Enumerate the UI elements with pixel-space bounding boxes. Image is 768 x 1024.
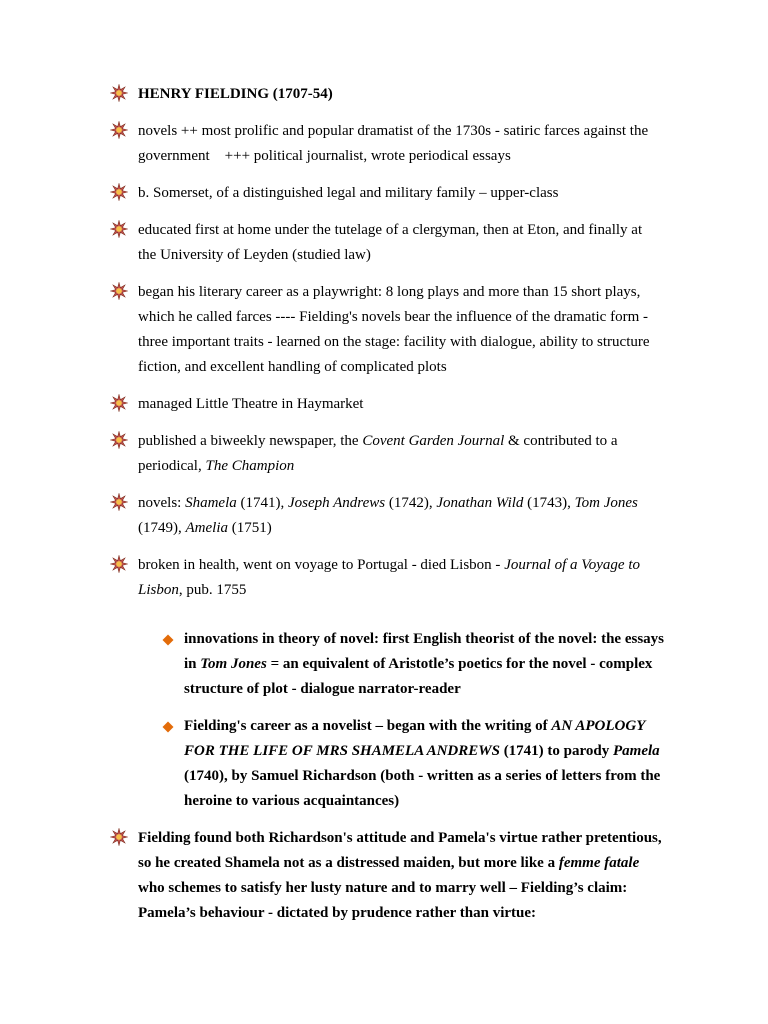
list-item [0, 627, 674, 702]
italic-text: femme fatale [558, 855, 640, 871]
item-text: published a biweekly newspaper, the [138, 433, 363, 449]
list-item [0, 218, 664, 268]
item-text: novels: [138, 495, 186, 511]
item-text: novels ++ most prolific and popular dramatist of the 1730s - satiric farces against the government +++ political journalist, wrote periodical essays [138, 123, 649, 164]
star-bullet-icon [110, 394, 128, 412]
star-bullet-icon [110, 431, 128, 449]
list-item [0, 714, 674, 814]
item-text: (1742), [385, 495, 437, 511]
italic-text: Amelia [185, 520, 228, 536]
star-bullet-icon [110, 183, 128, 201]
item-text: began his literary career as a playwright: 8 long plays and more than 15 short plays, which he called farces ---- Fielding's novels bear the influence of the dramatic form - three important traits - learned on the stage: facility with dialogue, ability to structure fiction, and excellent handling of complicated plots [138, 284, 650, 375]
item-text: (1740), by Samuel Richardson (both - written as a series of letters from the heroine to various acquaintances) [184, 768, 661, 809]
item-text: = an equivalent of Aristotle’s poetics for the novel - complex structure of plot - dialogue narrator-reader [184, 656, 653, 697]
list-item [0, 826, 664, 926]
list-item [0, 491, 664, 541]
italic-text: Covent Garden Journal [362, 433, 505, 449]
star-bullet-icon [110, 555, 128, 573]
list-item [0, 429, 664, 479]
item-text: (1749), [138, 520, 186, 536]
star-bullet-icon [110, 121, 128, 139]
item-text: educated first at home under the tutelage of a clergyman, then at Eton, and finally at the University of Leyden (studied law) [138, 222, 643, 263]
list-item [0, 82, 664, 107]
italic-text: Tom Jones [200, 656, 267, 672]
list-item [0, 553, 664, 603]
star-bullet-icon [110, 493, 128, 511]
diamond-bullet-icon [162, 634, 174, 646]
item-text: b. Somerset, of a distinguished legal and military family – upper-class [138, 185, 559, 201]
item-text: (1751) [228, 520, 272, 536]
italic-text: AN APOLOGY FOR THE LIFE OF MRS SHAMELA ANDREWS [184, 718, 645, 759]
star-bullet-icon [110, 828, 128, 846]
item-text: (1743), [523, 495, 575, 511]
italic-text: Joseph Andrews [288, 495, 386, 511]
item-text: broken in health, went on voyage to Portugal - died Lisbon - [138, 557, 505, 573]
italic-text: Journal of a Voyage to Lisbon [138, 557, 641, 598]
item-text: (1741), [236, 495, 289, 511]
list-item [0, 119, 664, 169]
list-item [0, 392, 664, 417]
italic-text: Pamela [613, 743, 660, 759]
item-text: Fielding found both Richardson's attitude and Pamela's virtue rather pretentious, so he created Shamela not as a distressed maiden, but more like a [138, 830, 662, 871]
item-text: , pub. 1755 [178, 582, 247, 598]
italic-text: The Champion [205, 458, 295, 474]
star-bullet-icon [110, 282, 128, 300]
diamond-bullet-icon [162, 721, 174, 733]
italic-text: Tom Jones [574, 495, 638, 511]
item-text: HENRY FIELDING (1707-54) [138, 86, 333, 102]
star-bullet-icon [110, 220, 128, 238]
item-text: managed Little Theatre in Haymarket [138, 396, 364, 412]
star-bullet-icon [110, 84, 128, 102]
italic-text: Shamela [185, 495, 237, 511]
item-text: who schemes to satisfy her lusty nature and to marry well – Fielding’s claim: Pamela’s behaviour - dictated by prudence rather than virtue: [138, 880, 628, 921]
item-text: innovations in theory of novel: first English theorist of the novel: the essays in [184, 631, 664, 672]
list-item [0, 280, 664, 380]
italic-text: Jonathan Wild [436, 495, 524, 511]
item-text: (1741) to parody [499, 743, 613, 759]
list-item [0, 181, 664, 206]
item-text: Fielding's career as a novelist – began with the writing of [184, 718, 552, 734]
item-text: & contributed to a periodical, [138, 433, 618, 474]
